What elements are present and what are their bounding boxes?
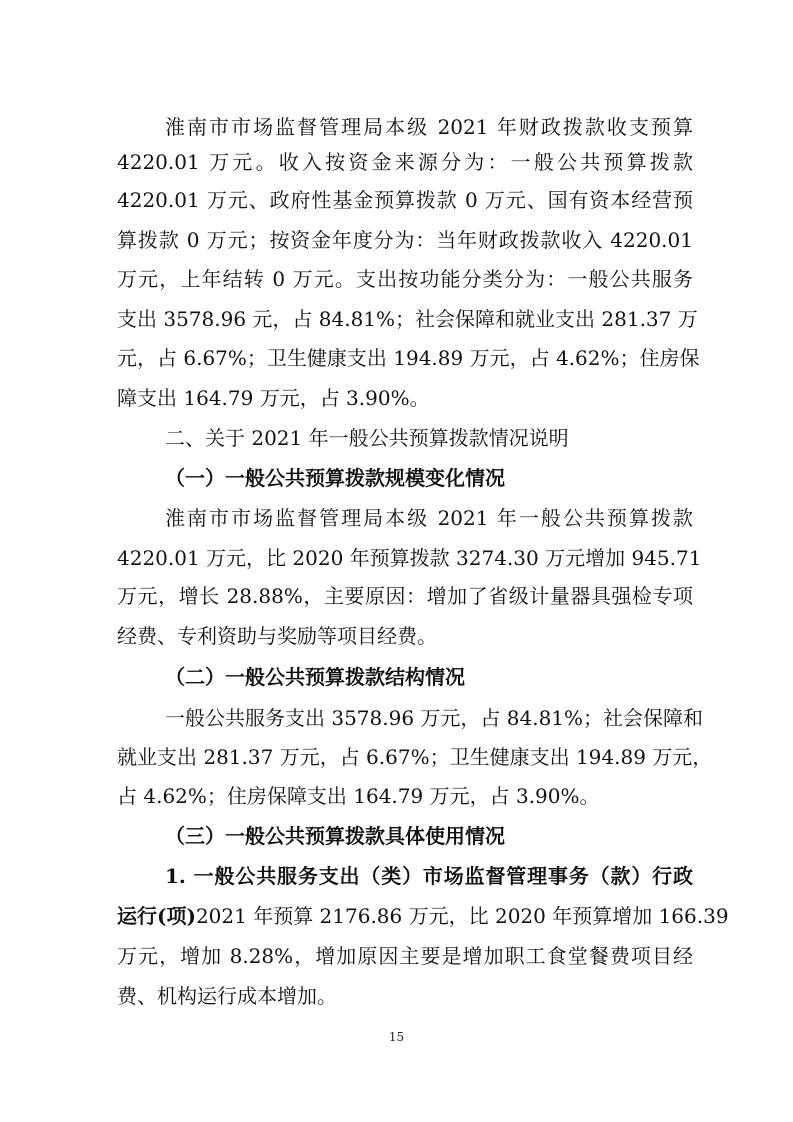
text-line: 算拨款 0 万元；按资金年度分为：当年财政拨款收入 4220.01 — [117, 228, 693, 252]
text-line: 费、机构运行成本增加。 — [117, 984, 337, 1008]
text-line: 支出 3578.96 元，占 84.81%；社会保障和就业支出 281.37 万 — [117, 307, 698, 331]
text-line: 4220.01 万元。收入按资金来源分为：一般公共预算拨款 — [117, 150, 693, 174]
text-line: 元，占 6.67%；卫生健康支出 194.89 万元，占 4.62%；住房保 — [117, 346, 700, 370]
text-line — [117, 902, 729, 930]
text-line: 4220.01 万元，比 2020 年预算拨款 3274.30 万元增加 945.71 — [117, 546, 702, 570]
text-line: 4220.01 万元、政府性基金预算拨款 0 万元、国有资本经营预 — [117, 188, 693, 212]
text-line: 万元，增长 28.88%，主要原因：增加了省级计量器具强检专项 — [117, 584, 693, 608]
text-line: 万元，上年结转 0 万元。支出按功能分类分为：一般公共服务 — [117, 267, 693, 291]
item-heading: 1. 一般公共服务支出（类）市场监督管理事务（款）行政 — [165, 864, 693, 888]
text-line: 占 4.62%；住房保障支出 164.79 万元，占 3.90%。 — [117, 784, 600, 808]
subsection-heading: （一）一般公共预算拨款规模变化情况 — [165, 466, 505, 490]
item-label: 运行(项) — [117, 904, 196, 928]
text-line: 一般公共服务支出 3578.96 万元，占 84.81%；社会保障和 — [165, 706, 704, 730]
section-heading: 二、关于 2021 年一般公共预算拨款情况说明 — [165, 426, 569, 450]
item-text: 2021 年预算 2176.86 万元，比 2020 年预算增加 166.39 — [195, 904, 729, 928]
subsection-heading: （二）一般公共预算拨款结构情况 — [165, 665, 465, 689]
text-line: 淮南市市场监督管理局本级 2021 年财政拨款收支预算 — [165, 115, 693, 139]
text-line: 经费、专利资助与奖励等项目经费。 — [117, 624, 437, 648]
text-line: 障支出 164.79 万元，占 3.90%。 — [117, 386, 430, 410]
text-line: 万元，增加 8.28%，增加原因主要是增加职工食堂餐费项目经 — [117, 944, 693, 968]
text-line: 就业支出 281.37 万元，占 6.67%；卫生健康支出 194.89 万元， — [117, 745, 713, 769]
text-line: 淮南市市场监督管理局本级 2021 年一般公共预算拨款 — [165, 506, 693, 530]
page-number: 15 — [388, 1030, 405, 1044]
subsection-heading: （三）一般公共预算拨款具体使用情况 — [165, 824, 505, 848]
